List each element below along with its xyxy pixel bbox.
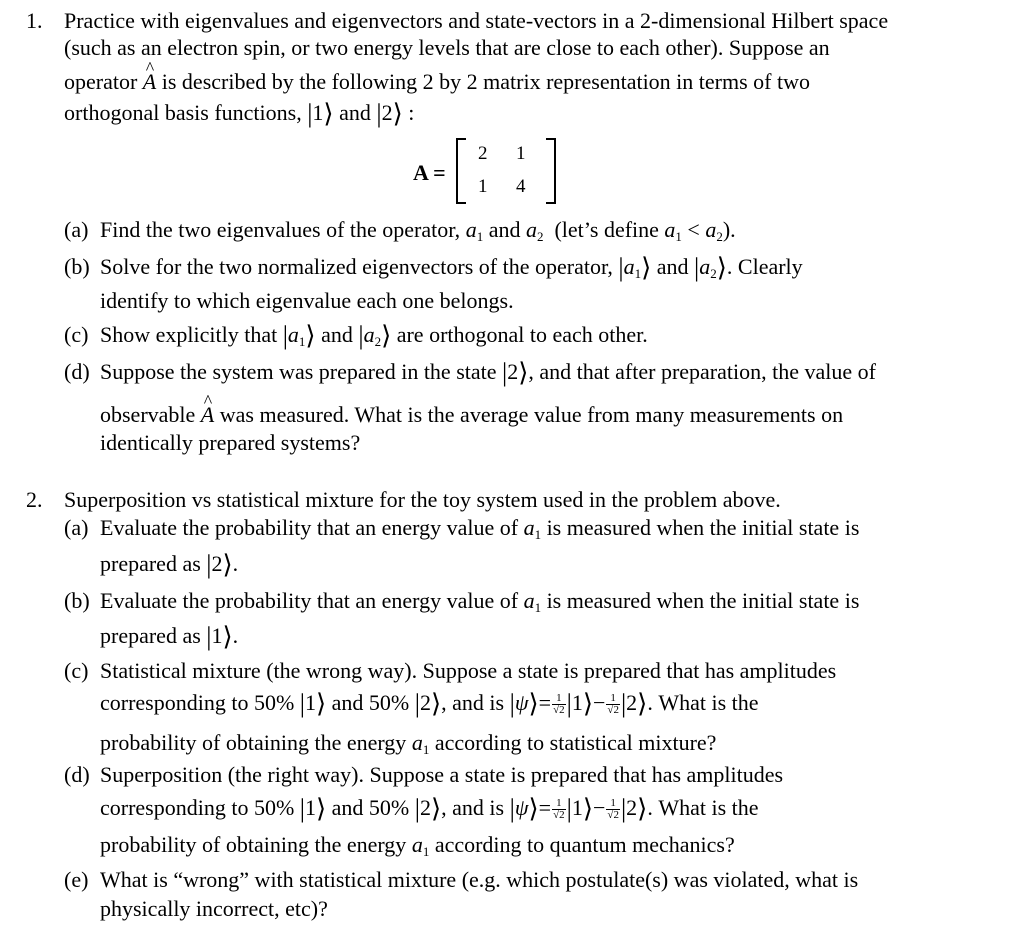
problem-1-intro-line-1: Practice with eigenvalues and eigenvectors and state-vectors in a 2-dimensional Hilbert space <box>64 8 889 33</box>
part-2b-line-2: prepared as |1⟩. <box>100 622 239 651</box>
part-2e-label: (e) <box>64 867 89 892</box>
matrix-left-bracket <box>456 138 466 204</box>
text-described: is described by the following 2 by 2 matrix representation in terms of two <box>161 69 810 94</box>
part-2b-label: (b) <box>64 588 90 613</box>
part-1d-line-2: observable ^ A was measured. What is the average value from many measurements on <box>100 402 843 428</box>
part-1d-label: (d) <box>64 359 90 384</box>
part-2a-line-2: prepared as |2⟩. <box>100 550 239 579</box>
part-2b-text: Evaluate the probability that an energy value of $a_1$ is measured when the initial state is <box>100 588 860 615</box>
part-1b-text: Solve for the two normalized eigenvectors of the operator, $|a_1⟩$ and $|a_2⟩$. Clearly <box>100 253 803 282</box>
part-1b-line-2: identify to which eigenvalue each one belongs. <box>100 288 514 313</box>
fraction: $\frac{1}{√2}$ <box>607 797 619 822</box>
matrix-cell: 4 <box>516 176 526 197</box>
part-2d-label: (d) <box>64 762 90 787</box>
matrix-right-bracket <box>546 138 556 204</box>
part-1c-label: (c) <box>64 322 89 347</box>
problem-1-intro-line-4 <box>64 100 414 127</box>
ket-1: |1⟩ <box>307 99 334 128</box>
part-2d-line-2: corresponding to 50% |1⟩ and 50% |2⟩, and is |ψ⟩= $\frac{1}{√2}$ |1⟩− $\frac{1}{√2}$ |2⟩. What is the <box>100 794 759 823</box>
matrix-cell: 1 <box>478 176 488 197</box>
matrix-cell: 1 <box>516 143 526 164</box>
part-1d-text: Suppose the system was prepared in the state |2⟩, and that after preparation, the value of <box>100 358 876 387</box>
text-colon: : <box>408 100 415 125</box>
part-2d-text: Superposition (the right way). Suppose a state is prepared that has amplitudes <box>100 762 784 787</box>
text-and: and <box>339 100 371 125</box>
operator-a-hat: ^ A <box>201 402 214 428</box>
problem-1-intro-line-2: (such as an electron spin, or two energy levels that are close to each other). Suppose an <box>64 35 830 60</box>
part-2c-label: (c) <box>64 658 89 683</box>
problem-1-intro-line-3 <box>64 69 810 95</box>
fraction: $\frac{1}{√2}$ <box>607 692 619 717</box>
part-1b-label: (b) <box>64 254 90 279</box>
part-2e-text: What is “wrong” with statistical mixture (e.g. which postulate(s) was violated, what is <box>100 867 859 892</box>
part-2c-text: Statistical mixture (the wrong way). Suppose a state is prepared that has amplitudes <box>100 658 837 683</box>
text-basis: orthogonal basis functions, <box>64 100 302 125</box>
problem-2-intro: Superposition vs statistical mixture for the toy system used in the problem above. <box>64 487 781 512</box>
matrix-label: A = <box>413 160 446 185</box>
part-2c-line-2: corresponding to 50% |1⟩ and 50% |2⟩, and is |ψ⟩= $\frac{1}{√2}$ |1⟩− $\frac{1}{√2}$ |2⟩. What is the <box>100 689 759 718</box>
part-1d-line-3: identically prepared systems? <box>100 430 361 455</box>
part-2e-line-2: physically incorrect, etc)? <box>100 896 328 921</box>
fraction: $\frac{1}{√2}$ <box>553 797 565 822</box>
fraction: $\frac{1}{√2}$ <box>553 692 565 717</box>
part-1c-text: Show explicitly that $|a_1⟩$ and $|a_2⟩$ are orthogonal to each other. <box>100 321 648 350</box>
problem-1-number: 1. <box>26 8 43 33</box>
ket-2: |2⟩ <box>376 99 403 128</box>
problem-2-number: 2. <box>26 487 43 512</box>
text-operator: operator <box>64 69 138 94</box>
part-2a-text: Evaluate the probability that an energy value of $a_1$ is measured when the initial state is <box>100 515 860 542</box>
part-2a-label: (a) <box>64 515 89 540</box>
part-2c-line-3: probability of obtaining the energy $a_1$ according to statistical mixture? <box>100 730 717 757</box>
part-1a-text: Find the two eigenvalues of the operator, $a_1$ and $a_2$ (let’s define $a_1 < a_2$). <box>100 217 736 244</box>
operator-a-hat: ^ A <box>143 69 156 95</box>
part-1a-label: (a) <box>64 217 89 242</box>
matrix-cell: 2 <box>478 143 488 164</box>
part-2d-line-3: probability of obtaining the energy $a_1$ according to quantum mechanics? <box>100 832 735 859</box>
